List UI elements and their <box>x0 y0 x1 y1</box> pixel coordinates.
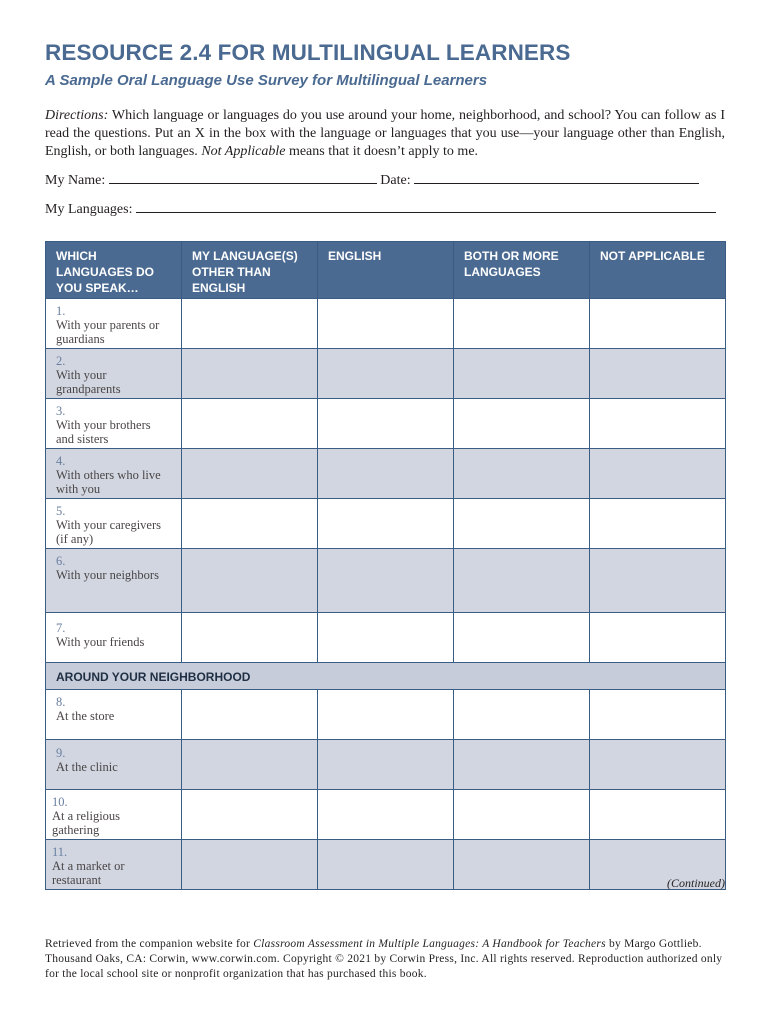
checkbox-not-applicable[interactable] <box>590 499 726 549</box>
page-subtitle: A Sample Oral Language Use Survey for Multilingual Learners <box>45 72 488 89</box>
checkbox-english[interactable] <box>318 613 454 663</box>
directions-emphasis: Not Applicable <box>201 144 286 159</box>
table-row <box>46 740 726 790</box>
checkbox-not-applicable[interactable] <box>590 790 726 840</box>
checkbox-other-language[interactable] <box>182 399 318 449</box>
question-number: 2. <box>56 354 66 368</box>
question-cell <box>46 840 182 890</box>
directions-text-1: Which language or languages do you use around your home, neighborhood, and school? You can follow as I read the questions. Put an X in the box with the language or languages that you use—your language other than English, English, or both languages. <box>45 108 725 159</box>
question-number: 9. <box>56 746 66 760</box>
question-text: At a religious gathering <box>52 809 121 837</box>
checkbox-not-applicable[interactable] <box>590 549 726 613</box>
checkbox-not-applicable[interactable] <box>590 399 726 449</box>
name-date-line <box>45 172 699 189</box>
table-row <box>46 449 726 499</box>
languages-line <box>45 201 716 218</box>
checkbox-not-applicable[interactable] <box>590 690 726 740</box>
table-row <box>46 499 726 549</box>
name-label: My Name: <box>45 173 106 188</box>
checkbox-english[interactable] <box>318 740 454 790</box>
section-title: AROUND YOUR NEIGHBORHOOD <box>46 663 726 690</box>
question-text: With your neighbors <box>56 568 159 582</box>
question-text: With others who live with you <box>56 468 161 496</box>
question-number: 7. <box>56 621 66 635</box>
checkbox-english[interactable] <box>318 499 454 549</box>
languages-field[interactable] <box>136 201 716 213</box>
question-cell <box>46 499 182 549</box>
date-label: Date: <box>380 173 411 188</box>
column-header: MY LANGUAGE(S) OTHER THAN ENGLISH <box>182 242 318 299</box>
checkbox-both[interactable] <box>454 740 590 790</box>
checkbox-not-applicable[interactable] <box>590 740 726 790</box>
question-number: 8. <box>56 695 66 709</box>
question-cell <box>46 349 182 399</box>
checkbox-english[interactable] <box>318 549 454 613</box>
checkbox-english[interactable] <box>318 690 454 740</box>
table-row <box>46 299 726 349</box>
question-text: With your grandparents <box>56 368 121 396</box>
checkbox-both[interactable] <box>454 549 590 613</box>
languages-label: My Languages: <box>45 202 133 217</box>
question-cell <box>46 399 182 449</box>
checkbox-other-language[interactable] <box>182 449 318 499</box>
question-cell <box>46 299 182 349</box>
column-header: ENGLISH <box>318 242 454 299</box>
question-number: 1. <box>56 304 66 318</box>
question-number: 5. <box>56 504 66 518</box>
table-header-row <box>46 242 726 299</box>
copyright-footer <box>45 937 725 982</box>
question-text: At the clinic <box>56 760 118 774</box>
column-header: WHICH LANGUAGES DO YOU SPEAK… <box>46 242 182 299</box>
column-header: NOT APPLICABLE <box>590 242 726 299</box>
footer-book-title: Classroom Assessment in Multiple Languages: A Handbook for Teachers <box>253 938 606 950</box>
checkbox-not-applicable[interactable] <box>590 299 726 349</box>
question-text: With your brothers and sisters <box>56 418 151 446</box>
checkbox-both[interactable] <box>454 690 590 740</box>
question-number: 4. <box>56 454 66 468</box>
checkbox-english[interactable] <box>318 790 454 840</box>
checkbox-not-applicable[interactable] <box>590 449 726 499</box>
checkbox-english[interactable] <box>318 399 454 449</box>
continued-note: (Continued) <box>667 876 725 890</box>
table-row <box>46 690 726 740</box>
section-header-row <box>46 663 726 690</box>
checkbox-english[interactable] <box>318 349 454 399</box>
checkbox-other-language[interactable] <box>182 840 318 890</box>
question-text: With your friends <box>56 635 145 649</box>
question-text: With your caregivers (if any) <box>56 518 162 546</box>
question-number: 3. <box>56 404 66 418</box>
checkbox-other-language[interactable] <box>182 349 318 399</box>
question-cell <box>46 549 182 613</box>
directions-paragraph <box>45 107 725 161</box>
checkbox-other-language[interactable] <box>182 790 318 840</box>
checkbox-both[interactable] <box>454 349 590 399</box>
name-field[interactable] <box>109 172 377 184</box>
checkbox-both[interactable] <box>454 499 590 549</box>
checkbox-other-language[interactable] <box>182 613 318 663</box>
question-cell <box>46 690 182 740</box>
checkbox-both[interactable] <box>454 790 590 840</box>
table-row <box>46 399 726 449</box>
question-text: At the store <box>56 709 115 723</box>
question-cell <box>46 613 182 663</box>
table-row <box>46 840 726 890</box>
column-header: BOTH OR MORE LANGUAGES <box>454 242 590 299</box>
question-number: 6. <box>56 554 66 568</box>
checkbox-not-applicable[interactable] <box>590 613 726 663</box>
checkbox-other-language[interactable] <box>182 499 318 549</box>
checkbox-both[interactable] <box>454 613 590 663</box>
footer-text-1: Retrieved from the companion website for <box>45 938 254 950</box>
checkbox-both[interactable] <box>454 449 590 499</box>
checkbox-other-language[interactable] <box>182 549 318 613</box>
checkbox-other-language[interactable] <box>182 299 318 349</box>
question-text: At a market or restaurant <box>52 859 125 887</box>
table-row <box>46 613 726 663</box>
question-cell <box>46 449 182 499</box>
checkbox-other-language[interactable] <box>182 690 318 740</box>
checkbox-both[interactable] <box>454 299 590 349</box>
question-number: 11. <box>52 845 68 859</box>
footer-text-2: by Margo Gottlieb. Thousand Oaks, CA: Corwin, www.corwin.com. Copyright © 2021 by Corwin Press, Inc. All rights reserved. Reproduction authorized only for the local school site or nonprofit organization that has purchased this book. <box>45 938 723 980</box>
question-number: 10. <box>52 795 68 809</box>
directions-text-2: means that it doesn’t apply to me. <box>285 144 479 159</box>
checkbox-english[interactable] <box>318 840 454 890</box>
question-text: With your parents or guardians <box>56 318 160 346</box>
language-survey-table <box>45 241 726 890</box>
checkbox-english[interactable] <box>318 299 454 349</box>
date-field[interactable] <box>414 172 699 184</box>
checkbox-other-language[interactable] <box>182 740 318 790</box>
table-row <box>46 349 726 399</box>
table-row <box>46 790 726 840</box>
checkbox-both[interactable] <box>454 840 590 890</box>
checkbox-english[interactable] <box>318 449 454 499</box>
directions-label: Directions: <box>45 108 109 123</box>
checkbox-not-applicable[interactable] <box>590 349 726 399</box>
table-row <box>46 549 726 613</box>
question-cell <box>46 740 182 790</box>
page-title: RESOURCE 2.4 FOR MULTILINGUAL LEARNERS <box>45 40 571 65</box>
question-cell <box>46 790 182 840</box>
checkbox-both[interactable] <box>454 399 590 449</box>
